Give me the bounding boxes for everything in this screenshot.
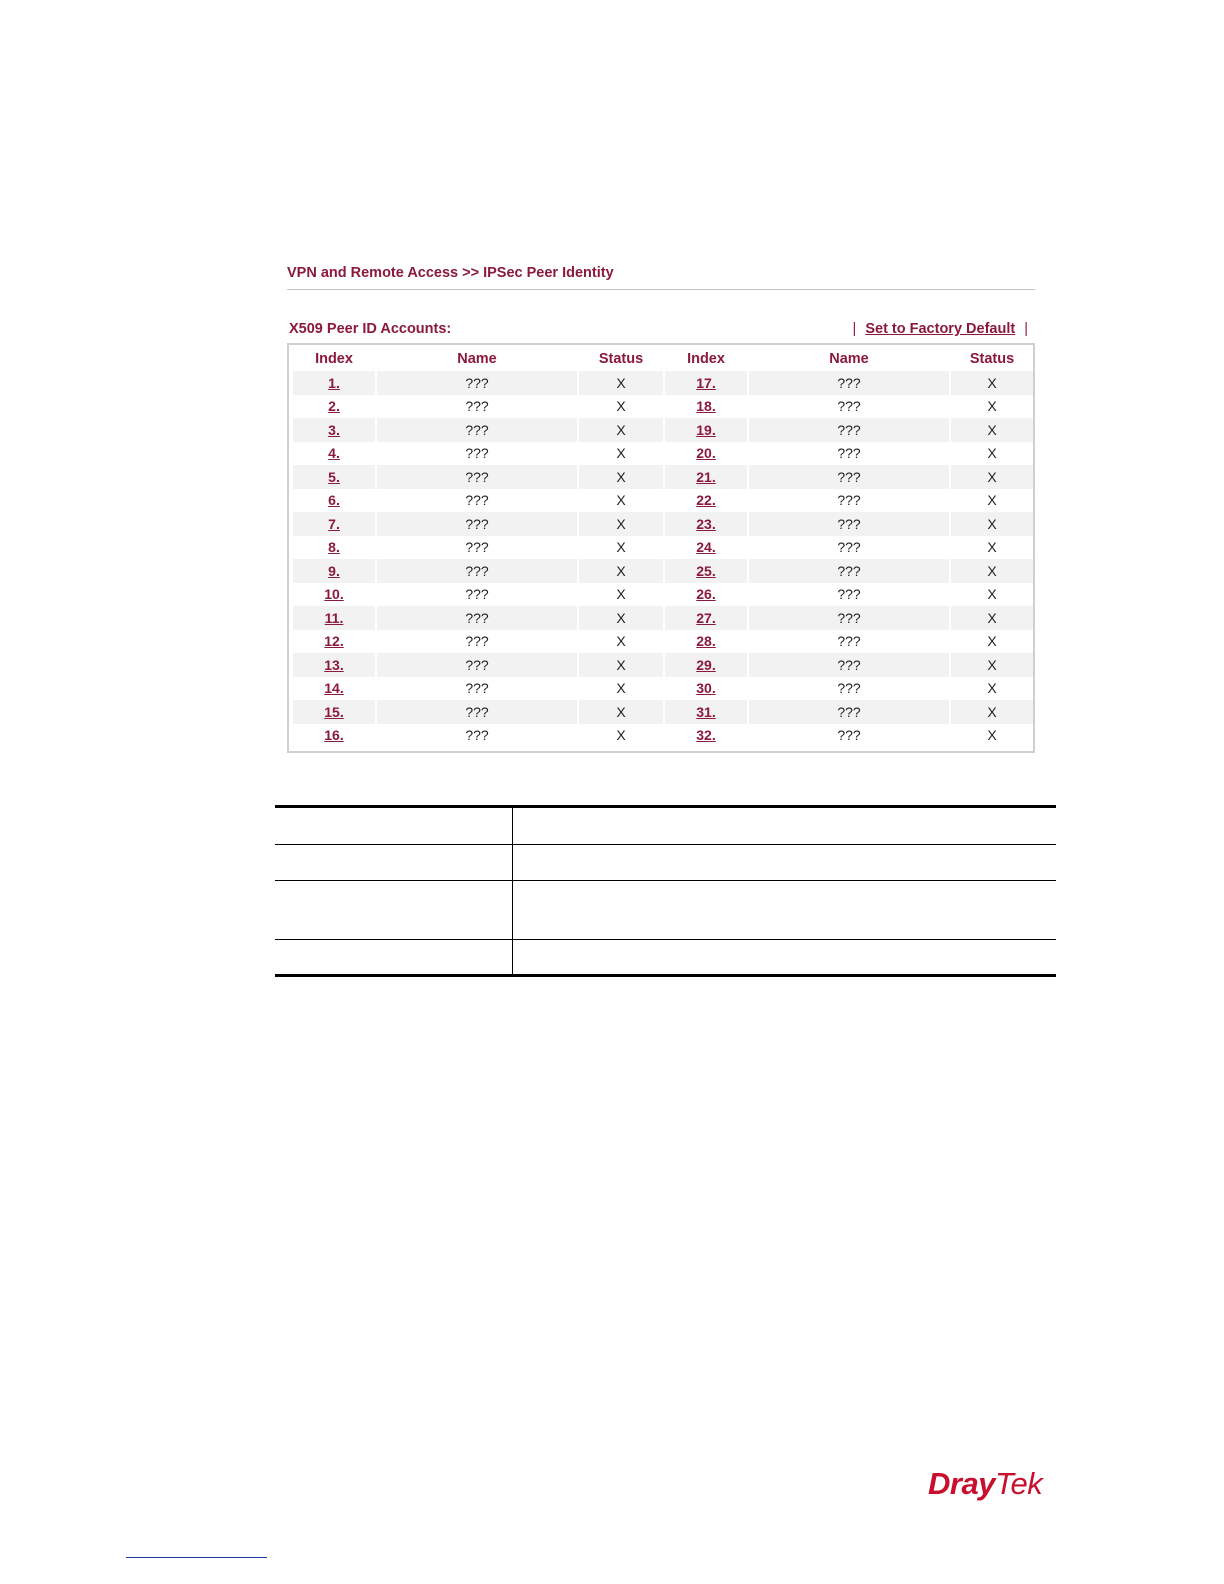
- index-link[interactable]: 11.: [324, 609, 344, 626]
- status-cell: X: [579, 559, 663, 583]
- index-cell: [293, 700, 375, 724]
- status-cell: X: [987, 680, 997, 697]
- separator: |: [852, 321, 857, 337]
- name-cell: ???: [377, 653, 577, 677]
- status-cell: X: [616, 586, 626, 603]
- index-cell: [665, 653, 747, 677]
- status-cell: X: [987, 492, 997, 509]
- index-cell: [293, 395, 375, 419]
- name-cell: ???: [465, 398, 489, 415]
- status-cell: X: [987, 445, 997, 462]
- column-header-status: Status: [969, 350, 1015, 367]
- index-cell: [665, 512, 747, 536]
- index-link[interactable]: 23.: [696, 515, 716, 532]
- status-cell: X: [951, 559, 1033, 583]
- index-link[interactable]: 18.: [696, 398, 716, 415]
- index-link[interactable]: 27.: [696, 609, 716, 626]
- breadcrumb: VPN and Remote Access >> IPSec Peer Identity: [287, 265, 614, 281]
- name-cell: ???: [837, 398, 861, 415]
- index-link[interactable]: 24.: [696, 539, 716, 556]
- accounts-title: X509 Peer ID Accounts:: [289, 321, 452, 337]
- name-cell: ???: [837, 727, 861, 744]
- name-cell: ???: [465, 445, 489, 462]
- index-cell: [665, 583, 747, 607]
- status-cell: X: [579, 606, 663, 630]
- table-row: [293, 583, 1033, 607]
- name-cell: ???: [377, 465, 577, 489]
- status-cell: X: [579, 418, 663, 442]
- table-row: [293, 489, 1033, 513]
- index-cell: [293, 536, 375, 560]
- name-cell: ???: [465, 492, 489, 509]
- index-link[interactable]: 3.: [328, 421, 340, 438]
- name-cell: ???: [749, 606, 949, 630]
- status-cell: X: [616, 445, 626, 462]
- logo-part-tek: Tek: [994, 1466, 1043, 1501]
- index-cell: [665, 700, 747, 724]
- status-cell: X: [579, 512, 663, 536]
- accounts-header: [287, 318, 1035, 340]
- index-link[interactable]: 25.: [696, 562, 716, 579]
- status-cell: X: [579, 371, 663, 395]
- table-row: [293, 395, 1033, 419]
- index-link[interactable]: 8.: [328, 539, 340, 556]
- index-cell: [665, 559, 747, 583]
- status-cell: X: [616, 633, 626, 650]
- index-cell: [665, 371, 747, 395]
- index-link[interactable]: 5.: [328, 468, 340, 485]
- index-cell: [293, 465, 375, 489]
- description-table: [275, 805, 1056, 977]
- index-cell: [665, 606, 747, 630]
- index-cell: [293, 418, 375, 442]
- name-cell: ???: [465, 539, 489, 556]
- table-row: [293, 606, 1033, 630]
- index-link[interactable]: 30.: [696, 680, 716, 697]
- status-cell: X: [579, 653, 663, 677]
- index-cell: [665, 724, 747, 748]
- name-cell: ???: [749, 559, 949, 583]
- index-link[interactable]: 12.: [324, 633, 344, 650]
- description-row: [275, 807, 1056, 845]
- status-cell: X: [616, 398, 626, 415]
- index-cell: [293, 583, 375, 607]
- separator: |: [1024, 321, 1028, 337]
- table-row: [293, 418, 1033, 442]
- index-link[interactable]: 6.: [328, 492, 340, 509]
- status-cell: X: [987, 633, 997, 650]
- status-cell: X: [987, 539, 997, 556]
- table-row: [293, 677, 1033, 701]
- status-cell: X: [579, 465, 663, 489]
- accounts-table-frame: [287, 343, 1035, 753]
- index-link[interactable]: 15.: [324, 703, 344, 720]
- index-link[interactable]: 31.: [696, 703, 716, 720]
- name-cell: ???: [465, 633, 489, 650]
- name-cell: ???: [749, 700, 949, 724]
- index-cell: [293, 442, 375, 466]
- table-row: [293, 700, 1033, 724]
- column-header-name: Name: [829, 350, 869, 367]
- ipsec-peer-identity-panel: [287, 262, 1035, 753]
- name-cell: ???: [465, 680, 489, 697]
- name-cell: ???: [377, 371, 577, 395]
- index-link[interactable]: 13.: [324, 656, 344, 673]
- index-link[interactable]: 17.: [696, 374, 716, 391]
- index-cell: [293, 677, 375, 701]
- description-row: [275, 881, 1056, 940]
- table-row: [293, 536, 1033, 560]
- status-cell: X: [987, 398, 997, 415]
- set-factory-default-link[interactable]: Set to Factory Default: [865, 321, 1016, 337]
- index-cell: [293, 371, 375, 395]
- table-row: [293, 559, 1033, 583]
- status-cell: X: [951, 371, 1033, 395]
- index-link[interactable]: 22.: [696, 492, 716, 509]
- status-cell: X: [951, 653, 1033, 677]
- name-cell: ???: [749, 418, 949, 442]
- index-cell: [293, 559, 375, 583]
- index-link[interactable]: 2.: [328, 398, 340, 415]
- index-link[interactable]: 4.: [328, 445, 340, 462]
- table-row: [293, 630, 1033, 654]
- index-link[interactable]: 21.: [696, 468, 716, 485]
- status-cell: X: [951, 512, 1033, 536]
- draytek-logo: [928, 1466, 1042, 1502]
- table-row: [293, 465, 1033, 489]
- name-cell: ???: [465, 586, 489, 603]
- index-link[interactable]: 19.: [696, 421, 716, 438]
- accounts-table: [291, 346, 1035, 747]
- index-cell: [665, 536, 747, 560]
- status-cell: X: [616, 492, 626, 509]
- status-cell: X: [951, 606, 1033, 630]
- name-cell: ???: [749, 653, 949, 677]
- index-cell: [665, 677, 747, 701]
- index-cell: [293, 489, 375, 513]
- index-link[interactable]: 14.: [324, 680, 344, 697]
- name-cell: ???: [377, 606, 577, 630]
- name-cell: ???: [837, 680, 861, 697]
- index-link[interactable]: 16.: [324, 727, 344, 744]
- index-link[interactable]: 28.: [696, 633, 716, 650]
- index-cell: [293, 724, 375, 748]
- index-link[interactable]: 20.: [696, 445, 716, 462]
- name-cell: ???: [377, 512, 577, 536]
- column-header-index: Index: [687, 350, 725, 367]
- table-header-row: [293, 346, 1033, 371]
- status-cell: X: [579, 700, 663, 724]
- table-row: [293, 442, 1033, 466]
- table-row: [293, 724, 1033, 748]
- footer-rule: [126, 1557, 267, 1558]
- index-link[interactable]: 10.: [324, 586, 344, 603]
- description-row: [275, 845, 1056, 881]
- name-cell: ???: [837, 539, 861, 556]
- index-cell: [665, 489, 747, 513]
- index-cell: [665, 442, 747, 466]
- column-header-status: Status: [598, 350, 644, 367]
- column-header-name: Name: [457, 350, 497, 367]
- index-cell: [293, 653, 375, 677]
- index-cell: [293, 606, 375, 630]
- name-cell: ???: [837, 492, 861, 509]
- status-cell: X: [616, 727, 626, 744]
- status-cell: X: [616, 539, 626, 556]
- table-row: [293, 371, 1033, 395]
- status-cell: X: [987, 727, 997, 744]
- index-link[interactable]: 9.: [328, 562, 340, 579]
- name-cell: ???: [465, 727, 489, 744]
- name-cell: ???: [749, 465, 949, 489]
- breadcrumb-divider: [287, 289, 1035, 290]
- index-link[interactable]: 1.: [328, 374, 340, 391]
- status-cell: X: [951, 418, 1033, 442]
- index-link[interactable]: 26.: [696, 586, 716, 603]
- index-cell: [293, 630, 375, 654]
- name-cell: ???: [749, 512, 949, 536]
- name-cell: ???: [377, 700, 577, 724]
- index-link[interactable]: 7.: [328, 515, 340, 532]
- name-cell: ???: [377, 559, 577, 583]
- description-row: [275, 940, 1056, 976]
- name-cell: ???: [837, 633, 861, 650]
- table-row: [293, 512, 1033, 536]
- index-link[interactable]: 29.: [696, 656, 716, 673]
- column-header-index: Index: [315, 350, 353, 367]
- index-cell: [665, 395, 747, 419]
- name-cell: ???: [837, 586, 861, 603]
- name-cell: ???: [377, 418, 577, 442]
- status-cell: X: [616, 680, 626, 697]
- status-cell: X: [951, 700, 1033, 724]
- index-cell: [665, 630, 747, 654]
- index-cell: [665, 418, 747, 442]
- name-cell: ???: [837, 445, 861, 462]
- index-cell: [293, 512, 375, 536]
- status-cell: X: [987, 586, 997, 603]
- accounts-actions: [848, 321, 1035, 337]
- index-link[interactable]: 32.: [696, 727, 716, 744]
- index-cell: [665, 465, 747, 489]
- table-row: [293, 653, 1033, 677]
- logo-part-dray: Dray: [928, 1466, 995, 1501]
- status-cell: X: [951, 465, 1033, 489]
- name-cell: ???: [749, 371, 949, 395]
